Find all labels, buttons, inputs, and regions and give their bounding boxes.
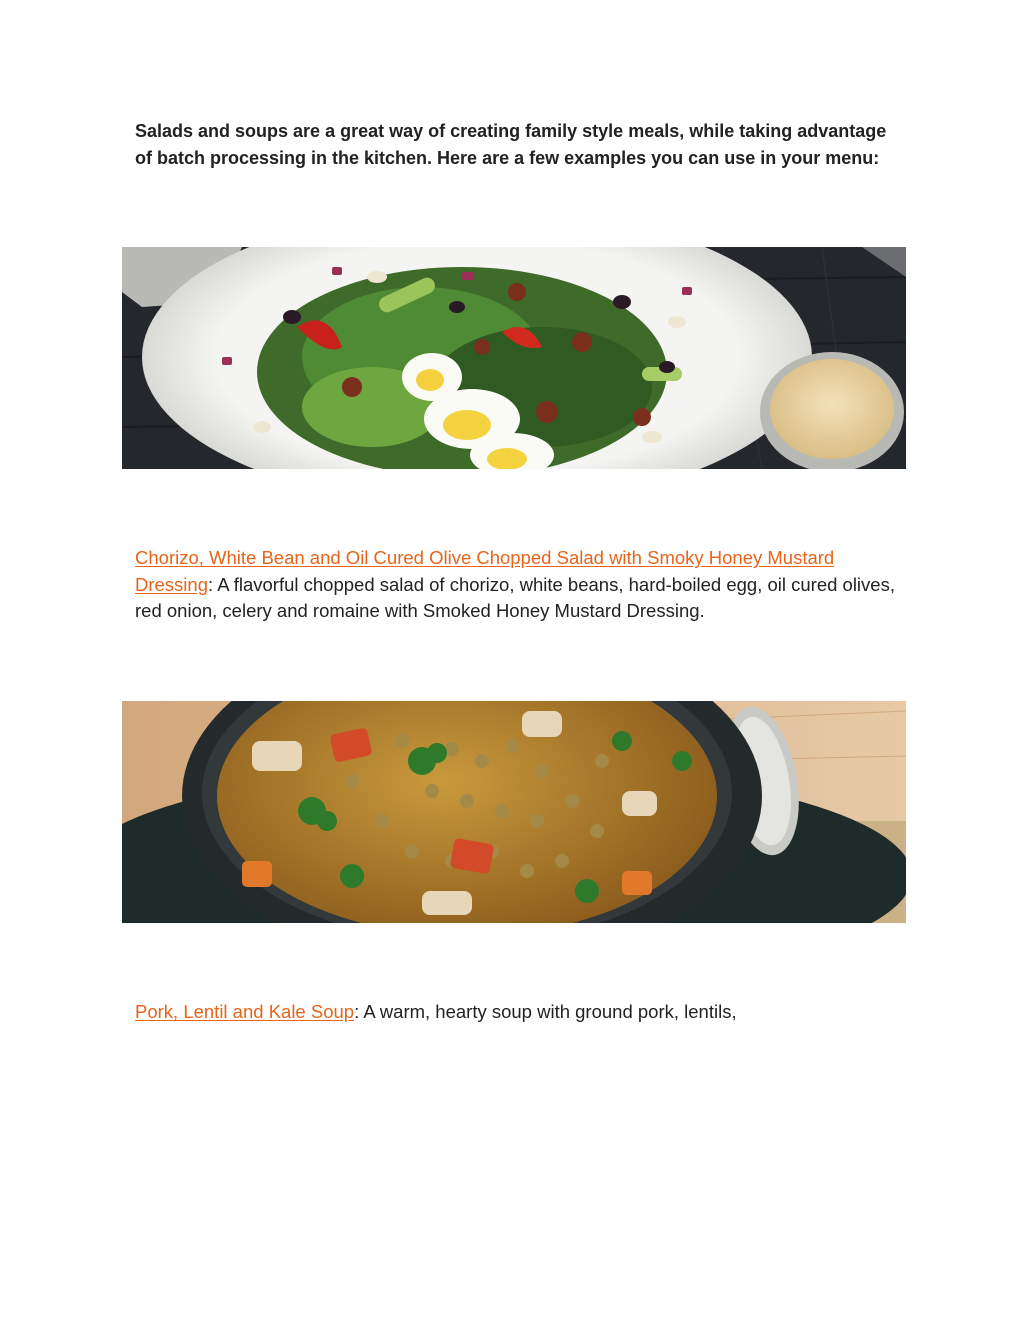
soup-photo [122, 701, 906, 923]
recipe-description-soup: : A warm, hearty soup with ground pork, lentils, [354, 1001, 737, 1022]
intro-paragraph: Salads and soups are a great way of creating family style meals, while taking advantage of batch processing in the kitchen. Here are a few examples you can use in your menu: [135, 121, 887, 168]
recipe-link-soup[interactable]: Pork, Lentil and Kale Soup [135, 1001, 355, 1022]
recipe-description-salad: : A flavorful chopped salad of chorizo, white beans, hard-boiled egg, oil cured olives, red onion, celery and romaine with Smoked Honey Mustard Dressing. [135, 573, 895, 621]
recipe-entry-soup [135, 999, 895, 1026]
salad-photo [122, 247, 906, 469]
recipe-entry-salad [135, 545, 895, 625]
recipe-link-salad[interactable]: Chorizo, White Bean and Oil Cured Olive Chopped Salad with Smoky Honey Mustard Dressing [135, 547, 835, 595]
